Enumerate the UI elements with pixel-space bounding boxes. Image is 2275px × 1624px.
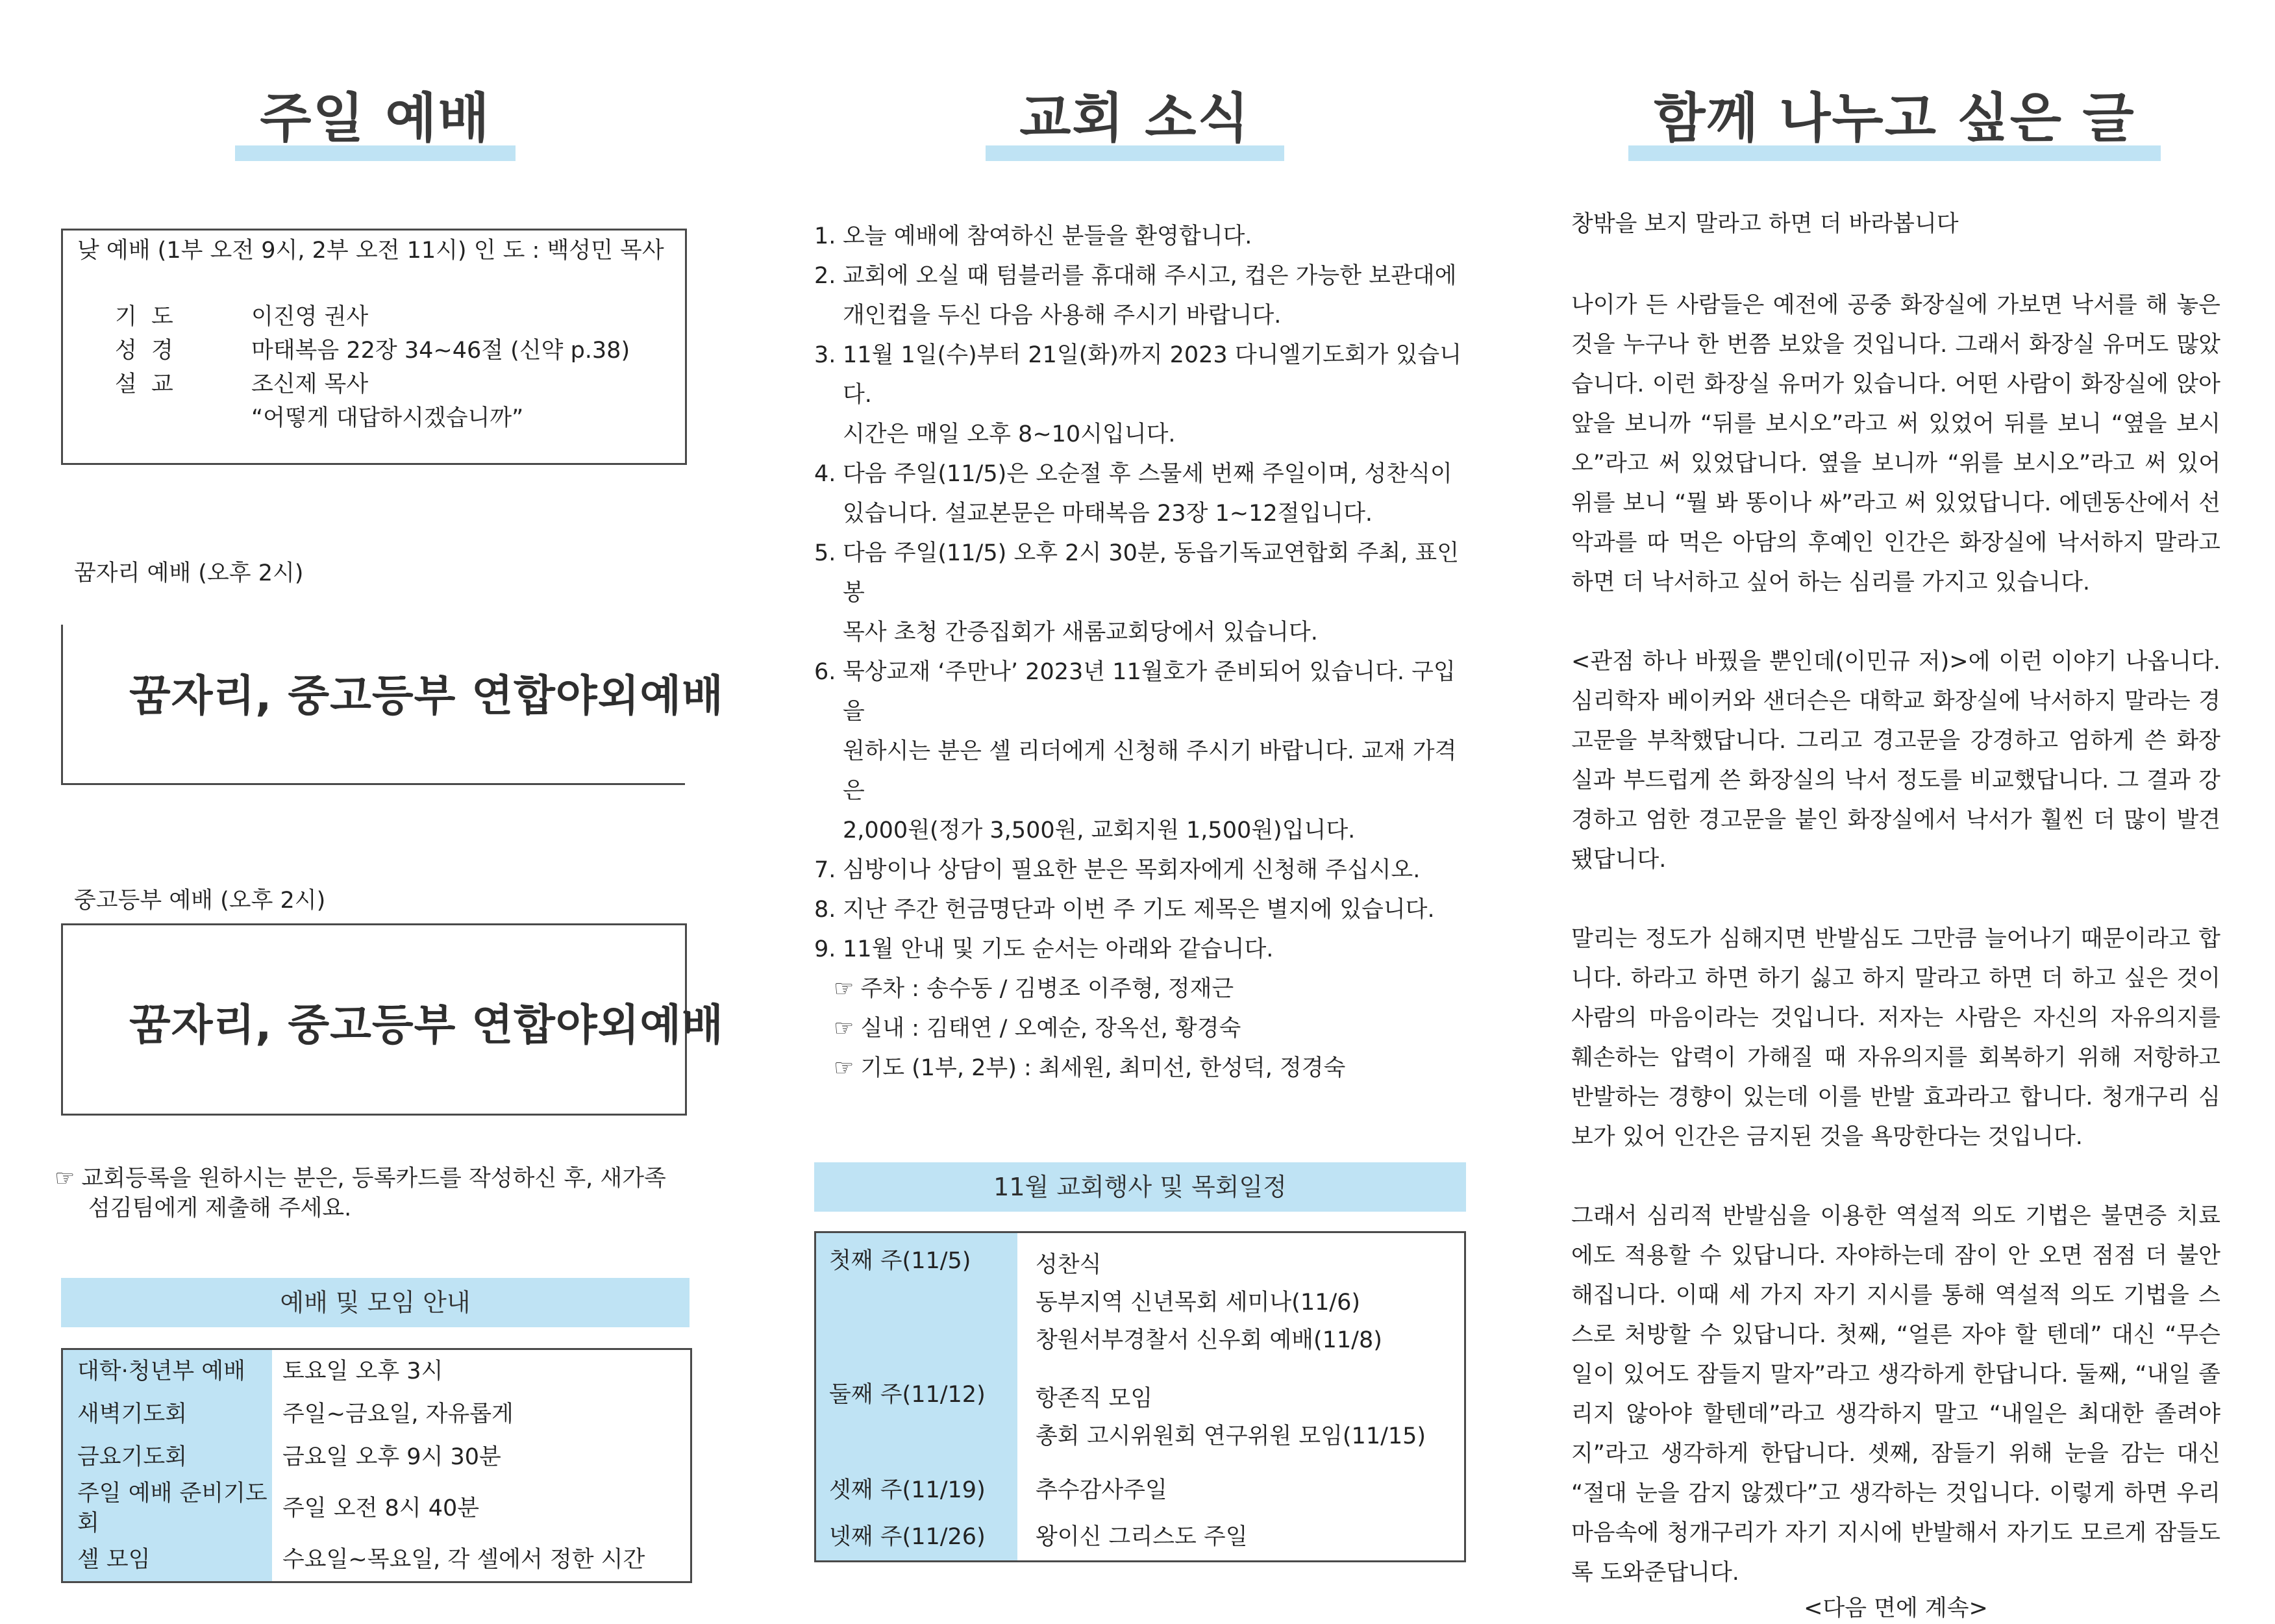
order-row — [115, 336, 673, 369]
pointing-hand-icon: ☞ — [55, 1166, 75, 1192]
news-number: 4. — [814, 461, 836, 487]
schedule-events — [1017, 1467, 1465, 1514]
news-number: 7. — [814, 857, 836, 883]
guide-row — [62, 1538, 691, 1582]
duty-text: 실내 : 김태연 / 오예순, 장옥선, 황경숙 — [860, 1016, 1241, 1042]
guide-table — [61, 1348, 692, 1583]
dream-service-box — [61, 625, 724, 785]
order-label: 설 교 — [115, 371, 173, 397]
news-line: 심방이나 상담이 필요한 분은 목회자에게 신청해 주십시오. — [843, 857, 1421, 883]
news-item — [814, 455, 1463, 534]
schedule-week: 둘째 주(11/12) — [815, 1369, 1018, 1467]
order-row — [115, 369, 673, 403]
news-line: 오늘 예배에 참여하신 분들을 환영합니다. — [843, 223, 1252, 249]
guide-row — [62, 1436, 691, 1479]
right-heading — [1628, 83, 2161, 161]
news-line: 다음 주일(11/5)은 오순절 후 스물세 번째 주일이며, 성찬식이 — [843, 461, 1452, 487]
pointing-hand-icon: ☞ — [834, 1016, 854, 1042]
left-heading — [235, 83, 516, 161]
schedule-event: 항존직 모임 — [1036, 1386, 1153, 1412]
guide-time: 수요일~목요일, 각 셀에서 정한 시간 — [282, 1547, 645, 1573]
day-service-box — [61, 229, 687, 465]
news-number: 1. — [814, 223, 836, 249]
news-number: 5. — [814, 540, 836, 566]
news-line: 있습니다. 설교본문은 마태복음 23장 1~12절입니다. — [843, 501, 1373, 527]
news-number: 8. — [814, 897, 836, 923]
news-number: 6. — [814, 659, 836, 685]
news-line: 11월 1일(수)부터 21일(화)까지 2023 다니엘기도회가 있습니다. — [843, 342, 1462, 408]
schedule-week: 셋째 주(11/19) — [815, 1467, 1018, 1514]
news-number: 3. — [814, 342, 836, 368]
pointing-hand-icon: ☞ — [834, 976, 854, 1002]
registration-text-1: 교회등록을 원하시는 분은, 등록카드를 작성하신 후, 새가족 — [81, 1166, 666, 1192]
guide-name: 주일 예배 준비기도회 — [62, 1479, 273, 1538]
news-list — [814, 217, 1463, 1088]
order-value: 이진영 권사 — [251, 304, 369, 330]
essay-body — [1571, 286, 2220, 1624]
guide-time: 주일 오전 8시 40분 — [282, 1495, 480, 1521]
news-item — [814, 256, 1463, 336]
registration-text-2: 섬김팀에게 제출해 주세요. — [88, 1195, 352, 1221]
right-heading-text: 함께 나누고 싶은 글 — [1654, 88, 2135, 149]
news-line: 2,000원(정가 3,500원, 교회지원 1,500원)입니다. — [843, 818, 1356, 843]
news-item — [814, 890, 1463, 930]
guide-name: 대학·청년부 예배 — [62, 1349, 273, 1393]
news-line: 교회에 오실 때 텀블러를 휴대해 주시고, 컵은 가능한 보관대에 — [843, 263, 1457, 289]
youth-service-text: 꿈자리, 중고등부 연합야외예배 — [129, 1000, 724, 1050]
day-service-rows — [115, 302, 673, 437]
guide-name: 셀 모임 — [62, 1538, 273, 1582]
news-line: 11월 안내 및 기도 순서는 아래와 같습니다. — [843, 936, 1274, 962]
guide-title-bar: 예배 및 모임 안내 — [61, 1278, 690, 1327]
news-line: 시간은 매일 오후 8~10시입니다. — [843, 421, 1176, 447]
schedule-table — [814, 1231, 1466, 1562]
schedule-row — [815, 1232, 1465, 1370]
duty-item — [834, 1009, 1463, 1049]
order-value: 마태복음 22장 34~46절 (신약 p.38) — [251, 338, 630, 364]
schedule-events — [1017, 1232, 1465, 1370]
schedule-event: 성찬식 — [1036, 1252, 1102, 1278]
news-item — [814, 534, 1463, 653]
essay-paragraph: 그래서 심리적 반발심을 이용한 역설적 의도 기법은 불면증 치료에도 적용할 수 있답니다. 자야하는데 잠이 안 오면 점점 더 불안해집니다. 이때 세 가지 자기 지시를 통해 역설적 의도 기법을 스스로 처방할 수 있답니다. 첫째, “얼른 자야 할 텐데” 대신 “무슨 일이 있어도 잠들지 말자”라고 생각하게 한답니다. 둘째, “내일 졸리지 않아야 할텐데”라고 생각하지 말고 “내일은 최대한 졸려야지”라고 생각하게 한답니다. 셋째, 잠들기 위해 눈을 감는 대신 “절대 눈을 감지 않겠다”고 생각하는 것입니다. 이렇게 하면 우리 마음속에 청개구리가 자기 지시에 반발해서 자기도 모르게 잠들도록 도와준답니다. — [1571, 1203, 2220, 1586]
news-item — [814, 217, 1463, 256]
guide-name: 금요기도회 — [62, 1436, 273, 1479]
registration-line — [55, 1164, 704, 1193]
news-line: 개인컵을 두신 다음 사용해 주시기 바랍니다. — [843, 303, 1282, 329]
news-line: 지난 주간 헌금명단과 이번 주 기도 제목은 별지에 있습니다. — [843, 897, 1435, 923]
schedule-event: 총회 고시위원회 연구위원 모임(11/15) — [1036, 1423, 1426, 1449]
guide-time: 토요일 오후 3시 — [282, 1358, 443, 1384]
order-value: 조신제 목사 — [251, 371, 369, 397]
essay-title: 창밖을 보지 말라고 하면 더 바라봅니다 — [1571, 211, 1959, 237]
schedule-row — [815, 1369, 1465, 1467]
schedule-week: 넷째 주(11/26) — [815, 1514, 1018, 1562]
duty-item — [834, 969, 1463, 1009]
news-item — [814, 930, 1463, 969]
middle-heading — [986, 83, 1284, 161]
dream-service-text: 꿈자리, 중고등부 연합야외예배 — [129, 671, 724, 721]
youth-service-label: 중고등부 예배 (오후 2시) — [74, 888, 326, 914]
schedule-event: 동부지역 신년목회 세미나(11/6) — [1036, 1290, 1361, 1316]
continued-note: <다음 면에 계속> — [1804, 1595, 1988, 1621]
day-service-header: 낮 예배 (1부 오전 9시, 2부 오전 11시) 인 도 : 백성민 목사 — [77, 238, 664, 264]
order-label: 기 도 — [115, 304, 173, 330]
news-item — [814, 653, 1463, 851]
duty-text: 주차 : 송수동 / 김병조 이주형, 정재근 — [860, 976, 1234, 1002]
news-line: 다음 주일(11/5) 오후 2시 30분, 동읍기독교연합회 주최, 표인봉 — [843, 540, 1460, 606]
guide-row — [62, 1479, 691, 1538]
schedule-events — [1017, 1369, 1465, 1467]
schedule-events — [1017, 1514, 1465, 1562]
registration-note — [55, 1164, 704, 1223]
schedule-event: 추수감사주일 — [1036, 1477, 1167, 1503]
news-item — [814, 336, 1463, 455]
order-label: 성 경 — [115, 338, 173, 364]
schedule-event: 왕이신 그리스도 주일 — [1036, 1524, 1248, 1550]
guide-time: 금요일 오후 9시 30분 — [282, 1444, 501, 1470]
news-line: 원하시는 분은 셀 리더에게 신청해 주시기 바랍니다. 교재 가격은 — [843, 738, 1457, 804]
schedule-row — [815, 1467, 1465, 1514]
order-row — [115, 403, 673, 437]
news-item — [814, 851, 1463, 890]
schedule-event: 창원서부경찰서 신우회 예배(11/8) — [1036, 1327, 1382, 1353]
essay-paragraph: 말리는 정도가 심해지면 반발심도 그만큼 늘어나기 때문이라고 합니다. 하라고 하면 하기 싫고 하지 말라고 하면 더 하고 싶은 것이 사람의 마음이라는 것입니다. 저자는 사람은 자신의 자유의지를 훼손하는 압력이 가해질 때 자유의지를 회복하기 위해 저항하고 반발하는 경향이 있는데 이를 반발 효과라고 합니다. 청개구리 심보가 있어 인간은 금지된 것을 욕망한다는 것입니다. — [1571, 926, 2220, 1150]
news-line: 묵상교재 ‘주만나’ 2023년 11월호가 준비되어 있습니다. 구입을 — [843, 659, 1456, 725]
schedule-title-bar: 11월 교회행사 및 목회일정 — [814, 1162, 1466, 1212]
guide-row — [62, 1393, 691, 1436]
left-heading-text: 주일 예배 — [260, 88, 491, 149]
guide-name: 새벽기도회 — [62, 1393, 273, 1436]
schedule-row — [815, 1514, 1465, 1562]
duty-text: 기도 (1부, 2부) : 최세원, 최미선, 한성덕, 정경숙 — [860, 1055, 1346, 1081]
guide-time: 주일~금요일, 자유롭게 — [282, 1401, 514, 1427]
essay-paragraph: 나이가 든 사람들은 예전에 공중 화장실에 가보면 낙서를 해 놓은 것을 누구나 한 번쯤 보았을 것입니다. 그래서 화장실 유머도 많았습니다. 이런 화장실 유머가 있습니다. 어떤 사람이 화장실에 앉아 앞을 보니까 “뒤를 보시오”라고 써 있었어 뒤를 보니 “옆을 보시오”라고 써 있었답니다. 옆을 보니까 “위를 보시오”라고 써 있어 위를 보니 “뭘 봐 똥이나 싸”라고 써 있었답니다. 에덴동산에서 선악과를 따 먹은 아담의 후예인 인간은 화장실에 낙서하지 말라고 하면 더 낙서하고 싶어 하는 심리를 가지고 있습니다. — [1571, 292, 2220, 595]
pointing-hand-icon: ☞ — [834, 1055, 854, 1081]
order-row — [115, 302, 673, 336]
middle-heading-text: 교회 소식 — [1019, 88, 1250, 149]
dream-service-label: 꿈자리 예배 (오후 2시) — [74, 560, 304, 586]
guide-row — [62, 1349, 691, 1393]
duty-item — [834, 1049, 1463, 1088]
youth-service-box — [61, 923, 724, 1116]
duty-list — [814, 969, 1463, 1088]
news-number: 9. — [814, 936, 836, 962]
sermon-title: “어떻게 대답하시겠습니까” — [251, 405, 524, 431]
news-number: 2. — [814, 263, 836, 289]
news-line: 목사 초청 간증집회가 새롬교회당에서 있습니다. — [843, 619, 1318, 645]
schedule-week: 첫째 주(11/5) — [815, 1232, 1018, 1370]
essay-paragraph: <관점 하나 바꿨을 뿐인데(이민규 저)>에 이런 이야기 나옵니다. 심리학자 베이커와 샌더슨은 대학교 화장실에 낙서하지 말라는 경고문을 부착했답니다. 그리고 경고문을 강경하고 엄하게 쓴 화장실과 부드럽게 쓴 화장실의 낙서 정도를 비교했답니다. 그 결과 강경하고 엄한 경고문을 붙인 화장실에서 낙서가 훨씬 더 많이 발견됐답니다. — [1571, 649, 2220, 873]
